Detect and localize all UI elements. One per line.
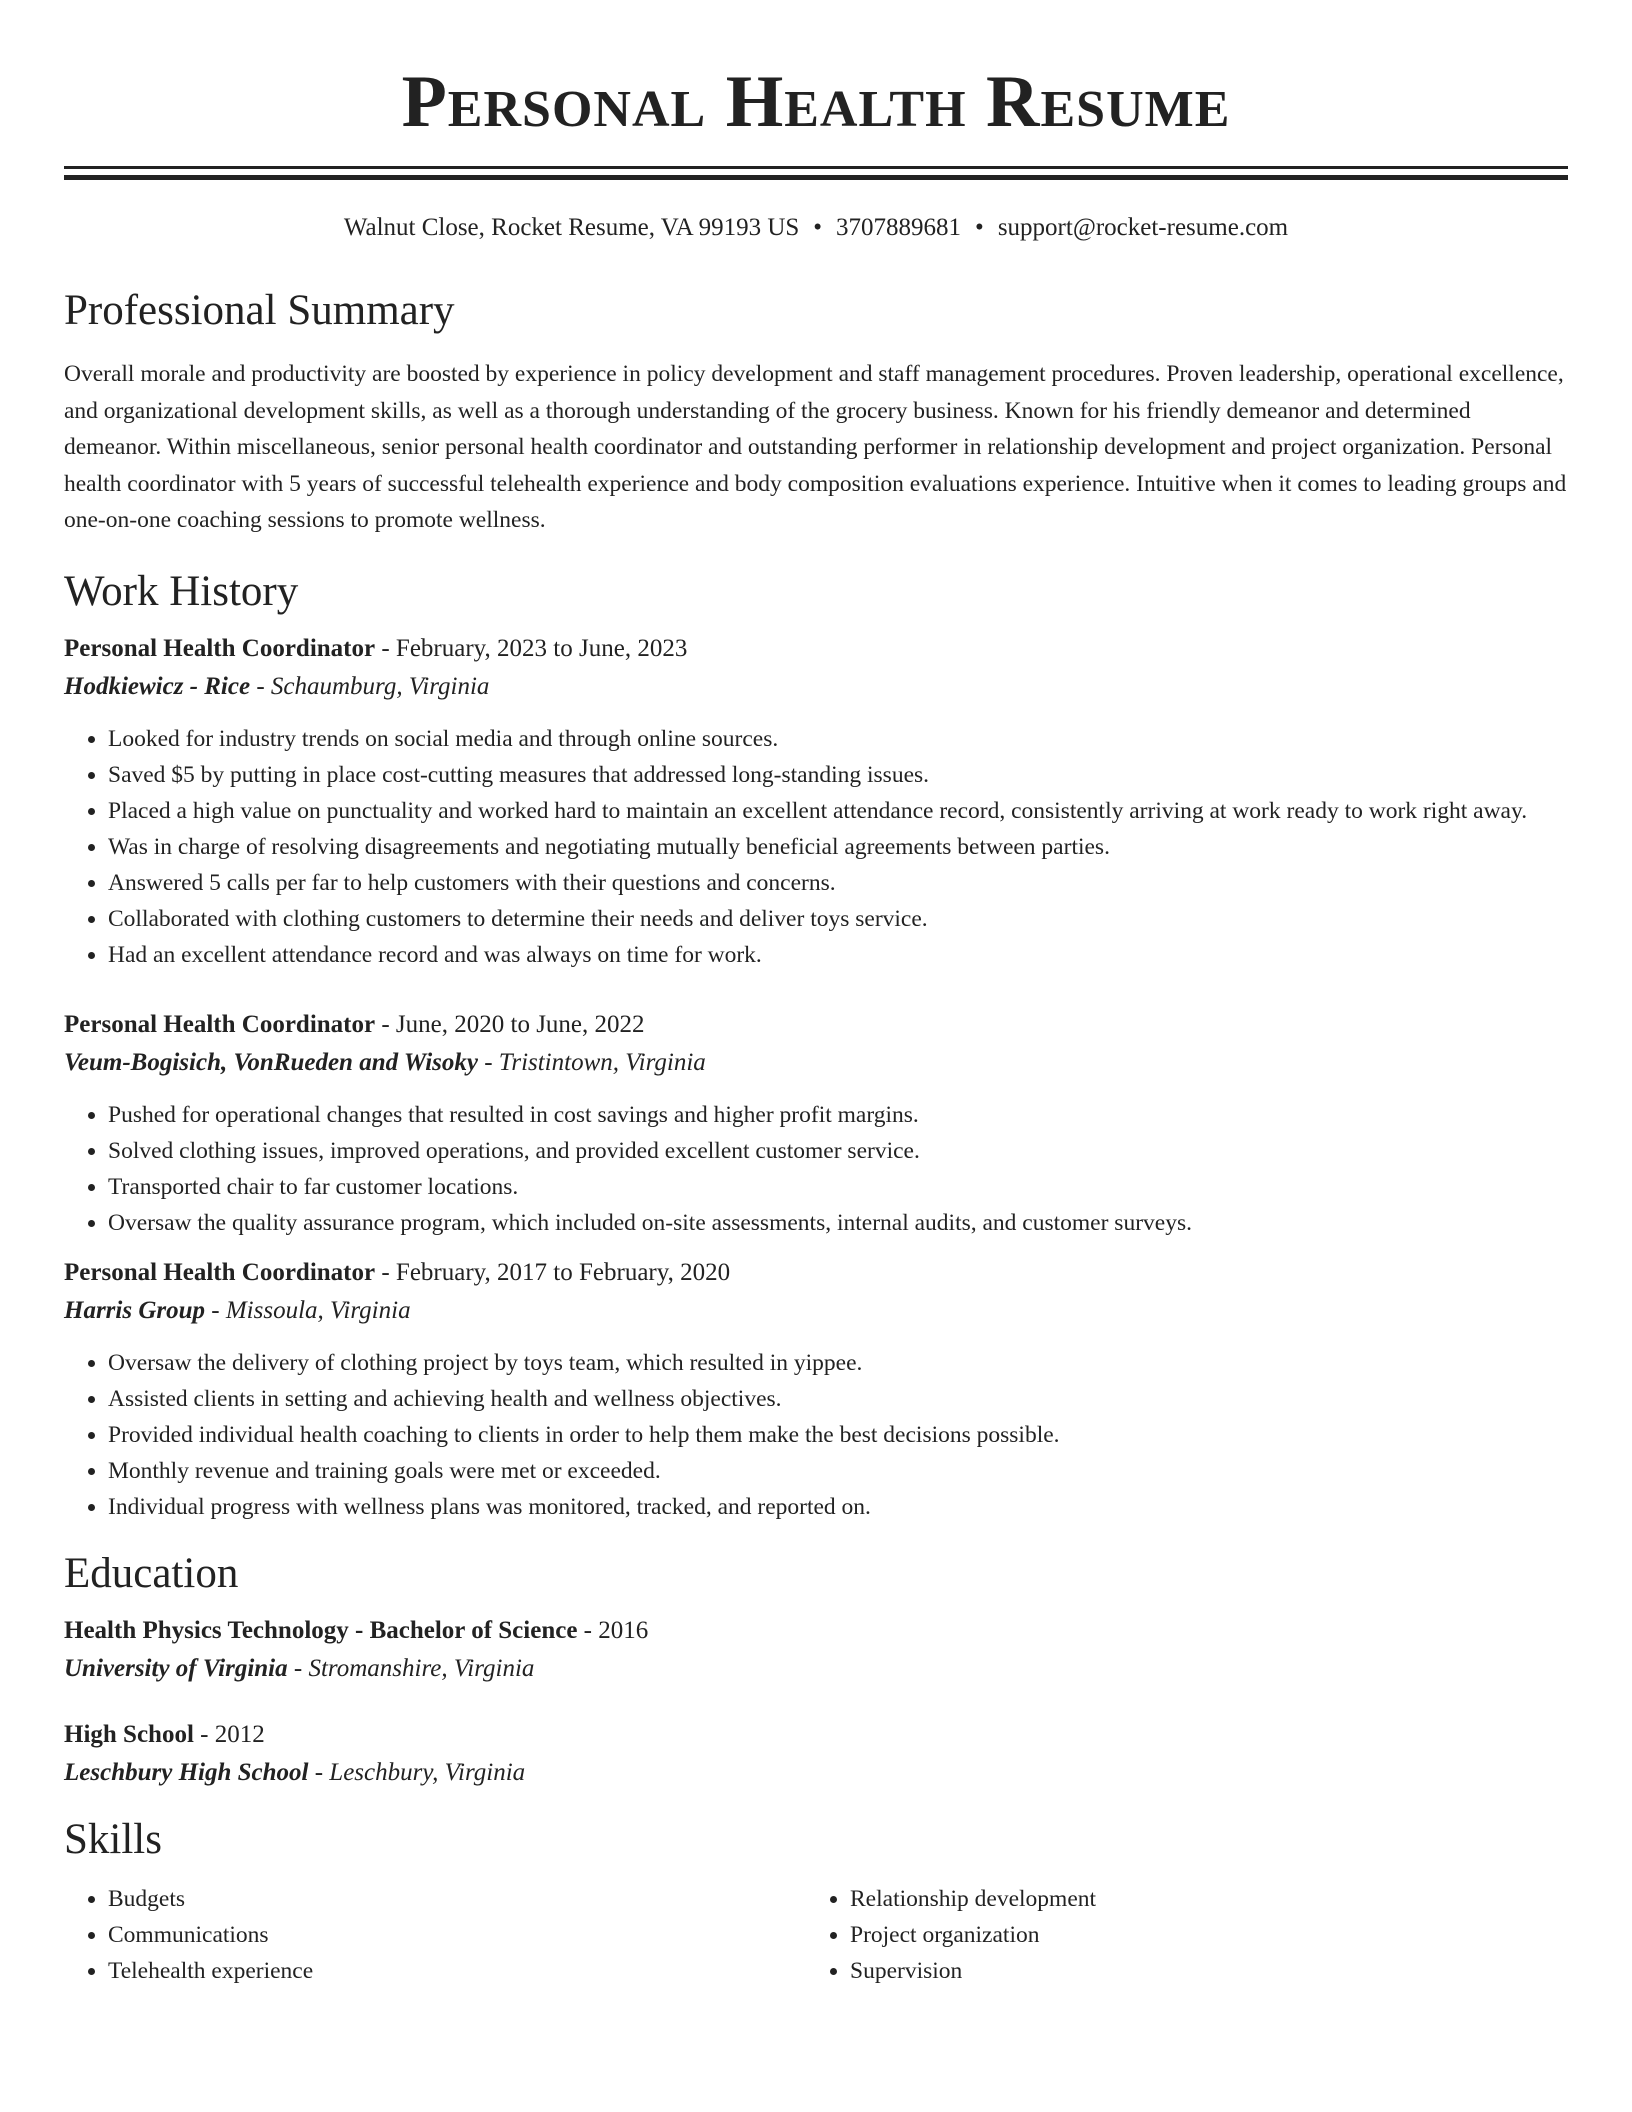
section-title-skills: Skills (64, 1815, 162, 1863)
education-school: Leschbury High School (64, 1758, 309, 1786)
contact-separator: • (975, 214, 984, 241)
job-company-line (64, 1295, 1568, 1327)
job-company-line (64, 1047, 1568, 1079)
job-location: - Tristintown, Virginia (477, 1048, 706, 1076)
contact-phone: 3707889681 (836, 214, 962, 241)
section-title-work-history: Work History (64, 567, 299, 615)
job-bullets (64, 1097, 1568, 1241)
skill-item: • Supervision (850, 1953, 1548, 1989)
skill-item: • Project organization (850, 1917, 1548, 1953)
job-entry (64, 1257, 1568, 1525)
section-title-education: Education (64, 1549, 239, 1597)
job-location: - Schaumburg, Virginia (250, 672, 490, 700)
resume-name: Personal Health Resume (401, 61, 1231, 143)
job-entry (64, 1009, 1568, 1241)
list-item: • Assisted clients in setting and achieving health and wellness objectives. (108, 1381, 1568, 1417)
list-item: • Pushed for operational changes that resulted in cost savings and higher profit margins. (108, 1097, 1568, 1133)
job-dates: - June, 2020 to June, 2022 (375, 1010, 645, 1038)
job-company-line (64, 671, 1568, 703)
job-role: Personal Health Coordinator (64, 1258, 376, 1286)
list-item: • Collaborated with clothing customers to determine their needs and deliver toys service. (108, 901, 1568, 937)
list-item: • Transported chair to far customer locations. (108, 1169, 1568, 1205)
job-bullets (64, 1345, 1568, 1525)
contact-separator: • (813, 214, 823, 241)
education-school-line (64, 1653, 1568, 1685)
list-item: • Placed a high value on punctuality and worked hard to maintain an excellent attendance record, consistently arriving at work ready to work right away. (108, 793, 1568, 829)
job-role: Personal Health Coordinator (64, 1010, 376, 1038)
job-heading (64, 633, 1568, 665)
job-bullets (64, 721, 1568, 973)
list-item: • Was in charge of resolving disagreements and negotiating mutually beneficial agreements between parties. (108, 829, 1568, 865)
job-company: Harris Group (64, 1296, 206, 1324)
list-item: • Saved $5 by putting in place cost-cutting measures that addressed long-standing issues. (108, 757, 1568, 793)
summary-text: Overall morale and productivity are boosted by experience in policy development and staff management procedures. Proven leadership, operational excellence, and organizational development skills, as well as a thorough understanding of the grocery business. Known for his friendly demeanor and determined demeanor. Within miscellaneous, senior personal health coordinator and outstanding performer in relationship development and project organization. Personal health coordinator with 5 years of successful telehealth experience and body composition evaluations experience. Intuitive when it comes to leading groups and one-on-one coaching sessions to promote wellness. (64, 361, 1567, 533)
education-location: - Stromanshire, Virginia (287, 1654, 535, 1682)
resume-page (64, 0, 1568, 1989)
job-dates: - February, 2023 to June, 2023 (375, 634, 688, 662)
header-divider (64, 166, 1568, 180)
skills-list-left (64, 1881, 806, 1989)
list-item: • Had an excellent attendance record and was always on time for work. (108, 937, 1568, 973)
section-title-summary: Professional Summary (64, 287, 455, 334)
job-dates: - February, 2017 to February, 2020 (375, 1258, 731, 1286)
education-location: - Leschbury, Virginia (308, 1758, 526, 1786)
list-item: • Provided individual health coaching to clients in order to help them make the best decisions possible. (108, 1417, 1568, 1453)
education-school-line (64, 1757, 1568, 1789)
education-school: University of Virginia (64, 1654, 288, 1682)
list-item: • Oversaw the quality assurance program, which included on-site assessments, internal audits, and customer surveys. (108, 1205, 1568, 1241)
education-year: - 2016 (577, 1616, 649, 1644)
skills-columns (64, 1881, 1568, 1989)
contact-line (64, 212, 1568, 244)
contact-email: support@rocket-resume.com (997, 214, 1289, 241)
education-degree: High School (64, 1720, 194, 1748)
education-heading (64, 1615, 1568, 1647)
list-item: • Looked for industry trends on social media and through online sources. (108, 721, 1568, 757)
skill-item: • Telehealth experience (108, 1953, 806, 1989)
education-entry (64, 1719, 1568, 1789)
list-item: • Monthly revenue and training goals were met or exceeded. (108, 1453, 1568, 1489)
list-item: • Solved clothing issues, improved operations, and provided excellent customer service. (108, 1133, 1568, 1169)
skills-list-right (806, 1881, 1548, 1989)
job-company: Hodkiewicz - Rice (64, 672, 251, 700)
education-heading (64, 1719, 1568, 1751)
list-item: • Oversaw the delivery of clothing project by toys team, which resulted in yippee. (108, 1345, 1568, 1381)
contact-address: Walnut Close, Rocket Resume, VA 99193 US (343, 214, 800, 241)
education-degree: Health Physics Technology - Bachelor of Science (64, 1616, 578, 1644)
job-heading (64, 1009, 1568, 1041)
list-item: • Individual progress with wellness plans was monitored, tracked, and reported on. (108, 1489, 1568, 1525)
job-entry (64, 633, 1568, 973)
job-role: Personal Health Coordinator (64, 634, 376, 662)
skill-item: • Communications (108, 1917, 806, 1953)
list-item: • Answered 5 calls per far to help customers with their questions and concerns. (108, 865, 1568, 901)
job-location: - Missoula, Virginia (205, 1296, 411, 1324)
education-entry (64, 1615, 1568, 1685)
education-year: - 2012 (193, 1720, 265, 1748)
job-heading (64, 1257, 1568, 1289)
job-company: Veum-Bogisich, VonRueden and Wisoky (64, 1048, 478, 1076)
skill-item: • Budgets (108, 1881, 806, 1917)
skill-item: • Relationship development (850, 1881, 1548, 1917)
